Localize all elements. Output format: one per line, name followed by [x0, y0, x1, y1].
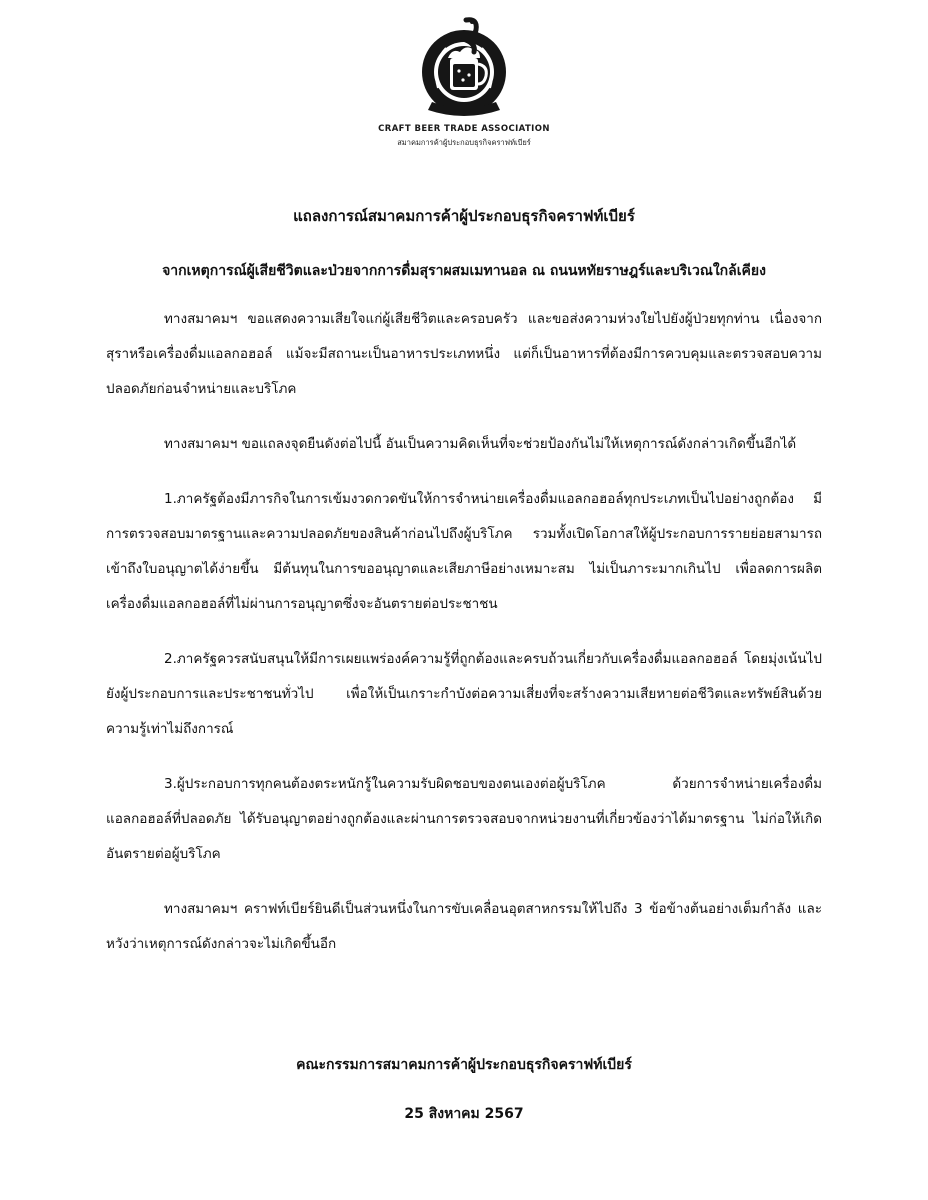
org-name-en: CRAFT BEER TRADE ASSOCIATION	[378, 124, 550, 134]
paragraph-condolence: ทางสมาคมฯ ขอแสดงความเสียใจแก่ผู้เสียชีวิตและครอบครัว และขอส่งความห่วงใยไปยังผู้ป่วยทุกท่าน เนื่องจากสุราหรือเครื่องดื่มแอลกอฮอล์ แม้จะมีสถานะเป็นอาหารประเภทหนึ่ง แต่ก็เป็นอาหารที่ต้องมีการควบคุมและตรวจสอบความปลอดภัยก่อนจำหน่ายและบริโภค	[106, 311, 822, 397]
paragraph-closing: ทางสมาคมฯ คราฟท์เบียร์ยินดีเป็นส่วนหนึ่งในการขับเคลื่อนอุตสาหกรรมให้ไปถึง 3 ข้อข้างต้นอย่างเต็มกำลัง และหวังว่าเหตุการณ์ดังกล่าวจะไม่เกิดขึ้นอีก	[106, 901, 822, 952]
statement-date: 25 สิงหาคม 2567	[404, 1106, 524, 1122]
paragraph-point-3: 3.ผู้ประกอบการทุกคนต้องตระหนักรู้ในความรับผิดชอบของตนเองต่อผู้บริโภค ด้วยการจำหน่ายเครื่องดื่มแอลกอฮอล์ที่ปลอดภัย ได้รับอนุญาตอย่างถูกต้องและผ่านการตรวจสอบจากหน่วยงานที่เกี่ยวข้องว่าได้มาตรฐาน ไม่ก่อให้เกิดอันตรายต่อผู้บริโภค	[106, 776, 822, 862]
org-name-th: สมาคมการค้าผู้ประกอบธุรกิจคราฟท์เบียร์	[397, 138, 531, 147]
statement-subtitle: จากเหตุการณ์ผู้เสียชีวิตและป่วยจากการดื่มสุราผสมเมทานอล ณ ถนนหทัยราษฎร์และบริเวณใกล้เคียง	[162, 263, 766, 279]
paragraph-position-intro: ทางสมาคมฯ ขอแถลงจุดยืนดังต่อไปนี้ อันเป็นความคิดเห็นที่จะช่วยป้องกันไม่ให้เหตุการณ์ดังกล่าวเกิดขึ้นอีกได้	[164, 436, 797, 452]
statement-title: แถลงการณ์สมาคมการค้าผู้ประกอบธุรกิจคราฟท์เบียร์	[293, 207, 635, 225]
paragraph-point-2: 2.ภาครัฐควรสนับสนุนให้มีการเผยแพร่องค์ความรู้ที่ถูกต้องและครบถ้วนเกี่ยวกับเครื่องดื่มแอลกอฮอล์ โดยมุ่งเน้นไปยังผู้ประกอบการและประชาชนทั่วไป เพื่อให้เป็นเกราะกำบังต่อความเสี่ยงที่จะสร้างความเสียหายต่อชีวิตและทรัพย์สินด้วยความรู้เท่าไม่ถึงการณ์	[106, 651, 822, 737]
paragraph-point-1: 1.ภาครัฐต้องมีภารกิจในการเข้มงวดกวดขันให้การจำหน่ายเครื่องดื่มแอลกอฮอล์ทุกประเภทเป็นไปอย่างถูกต้อง มีการตรวจสอบมาตรฐานและความปลอดภัยของสินค้าก่อนไปถึงผู้บริโภค รวมทั้งเปิดโอกาสให้ผู้ประกอบการรายย่อยสามารถเข้าถึงใบอนุญาตได้ง่ายขึ้น มีต้นทุนในการขออนุญาตและเสียภาษีอย่างเหมาะสม ไม่เป็นภาระมากเกินไป เพื่อลดการผลิตเครื่องดื่มแอลกอฮอล์ที่ไม่ผ่านการอนุญาตซึ่งจะอันตรายต่อประชาชน	[106, 491, 822, 612]
signature-line: คณะกรรมการสมาคมการค้าผู้ประกอบธุรกิจคราฟท์เบียร์	[296, 1057, 632, 1073]
letterhead	[0, 14, 928, 149]
statement-body	[106, 302, 822, 982]
association-logo-icon	[416, 14, 512, 118]
